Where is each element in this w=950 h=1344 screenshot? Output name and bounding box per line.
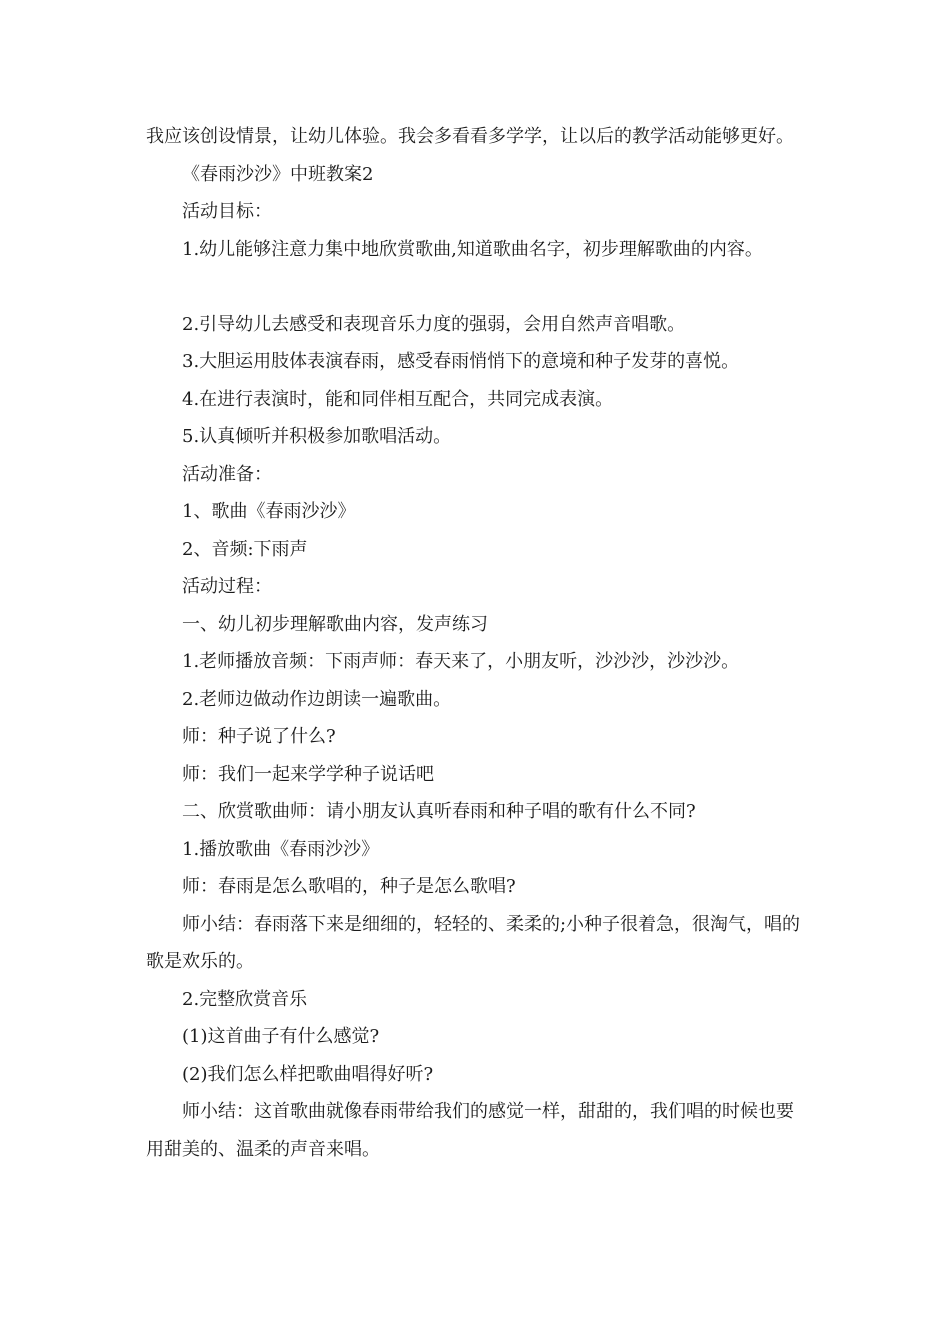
preparation-item-1: 1、歌曲《春雨沙沙》 [182, 501, 356, 522]
process-step-1: 一、幼儿初步理解歌曲内容，发声练习 [182, 613, 488, 635]
goal-item-2: 2.引导幼儿去感受和表现音乐力度的强弱，会用自然声音唱歌。 [182, 313, 686, 335]
goal-item-1: 1.幼儿能够注意力集中地欣赏歌曲,知道歌曲名字，初步理解歌曲的内容。 [182, 238, 763, 260]
lesson-title: 《春雨沙沙》中班教案2 [182, 163, 374, 185]
blank-line [146, 268, 806, 306]
section-heading-preparation: 活动准备： [182, 463, 272, 485]
goal-item-3: 3.大胆运用肢体表演春雨，感受春雨悄悄下的意境和种子发芽的喜悦。 [182, 351, 740, 372]
process-step-2: 二、欣赏歌曲师：请小朋友认真听春雨和种子唱的歌有什么不同? [182, 801, 696, 822]
process-item: 2.老师边做动作边朗读一遍歌曲。 [182, 688, 452, 710]
paragraph-continuation: 我应该创设情景，让幼儿体验。我会多看看多学学，让以后的教学活动能够更好。 [146, 126, 794, 147]
section-heading-process: 活动过程： [182, 576, 272, 597]
preparation-item-2: 2、音频:下雨声 [182, 538, 308, 560]
document-body [146, 118, 806, 1168]
teacher-summary: 师小结：春雨落下来是细细的，轻轻的、柔柔的;小种子很着急，很淘气，唱的歌是欢乐的。 [146, 913, 801, 972]
goal-item-4: 4.在进行表演时，能和同伴相互配合，共同完成表演。 [182, 388, 614, 410]
teacher-line: 师：春雨是怎么歌唱的，种子是怎么歌唱? [182, 876, 516, 897]
question-item: (2)我们怎么样把歌曲唱得好听? [182, 1063, 434, 1085]
question-item: (1)这首曲子有什么感觉? [182, 1026, 380, 1047]
teacher-line: 师：我们一起来学学种子说话吧 [182, 763, 434, 785]
process-item: 1.老师播放音频：下雨声师：春天来了，小朋友听，沙沙沙，沙沙沙。 [182, 651, 740, 672]
teacher-summary: 师小结：这首歌曲就像春雨带给我们的感觉一样，甜甜的，我们唱的时候也要用甜美的、温柔的声音来唱。 [146, 1101, 794, 1160]
goal-item-5: 5.认真倾听并积极参加歌唱活动。 [182, 426, 452, 447]
teacher-line: 师：种子说了什么? [182, 726, 336, 747]
process-item: 2.完整欣赏音乐 [182, 988, 308, 1010]
process-item: 1.播放歌曲《春雨沙沙》 [182, 838, 380, 860]
section-heading-goals: 活动目标： [182, 201, 272, 222]
